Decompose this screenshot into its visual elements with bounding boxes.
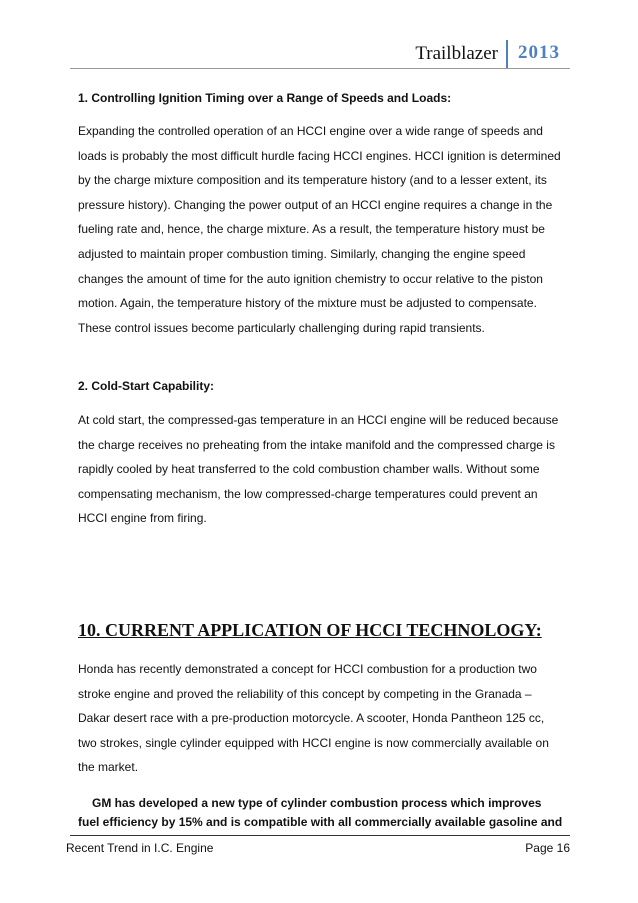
header-year: 2013 bbox=[518, 42, 560, 63]
header-title: Trailblazer bbox=[415, 43, 498, 64]
header-separator bbox=[506, 40, 508, 68]
section-bold-body-gm: GM has developed a new type of cylinder combustion process which improves fuel efficiency by 15% and is compatible with all commercially available gasoline and bbox=[78, 796, 563, 829]
footer-document-title: Recent Trend in I.C. Engine bbox=[66, 841, 214, 855]
header-rule bbox=[70, 68, 570, 69]
section-body-cold-start: At cold start, the compressed-gas temperature in an HCCI engine will be reduced because the charge receives no preheating from the intake manifold and the compressed charge is rapidly cooled by heat transferred to the cold combustion chamber walls. Without some compensating mechanism, the low compressed-charge temperatures could prevent an HCCI engine from firing. bbox=[78, 413, 559, 526]
section-heading-cold-start: 2. Cold-Start Capability: bbox=[78, 379, 215, 393]
footer-page-number: Page 16 bbox=[525, 841, 570, 855]
section-body-current-application: Honda has recently demonstrated a concept for HCCI combustion for a production two stroke engine and proved the reliability of this concept by competing in the Granada –Dakar desert race with a pre-production motorcycle. A scooter, Honda Pantheon 125 cc, two strokes, single cylinder equipped with HCCI engine is now commercially available on the market. bbox=[78, 662, 549, 775]
footer-rule bbox=[70, 835, 570, 836]
section-heading-ignition: 1. Controlling Ignition Timing over a Range of Speeds and Loads: bbox=[78, 91, 452, 105]
page-header bbox=[70, 40, 570, 70]
section-body-ignition: Expanding the controlled operation of an HCCI engine over a wide range of speeds and loads is probably the most difficult hurdle facing HCCI engines. HCCI ignition is determined by the charge mixture composition and its temperature history (and to a lesser extent, its pressure history). Changing the power output of an HCCI engine requires a change in the fueling rate and, hence, the charge mixture. As a result, the temperature history must be adjusted to maintain proper combustion timing. Similarly, changing the engine speed changes the amount of time for the auto ignition chemistry to occur relative to the piston motion. Again, the temperature history of the mixture must be adjusted to compensate. These control issues become particularly challenging during rapid transients. bbox=[78, 124, 561, 335]
chapter-heading-current-application: 10. CURRENT APPLICATION OF HCCI TECHNOLOGY: bbox=[78, 620, 542, 640]
